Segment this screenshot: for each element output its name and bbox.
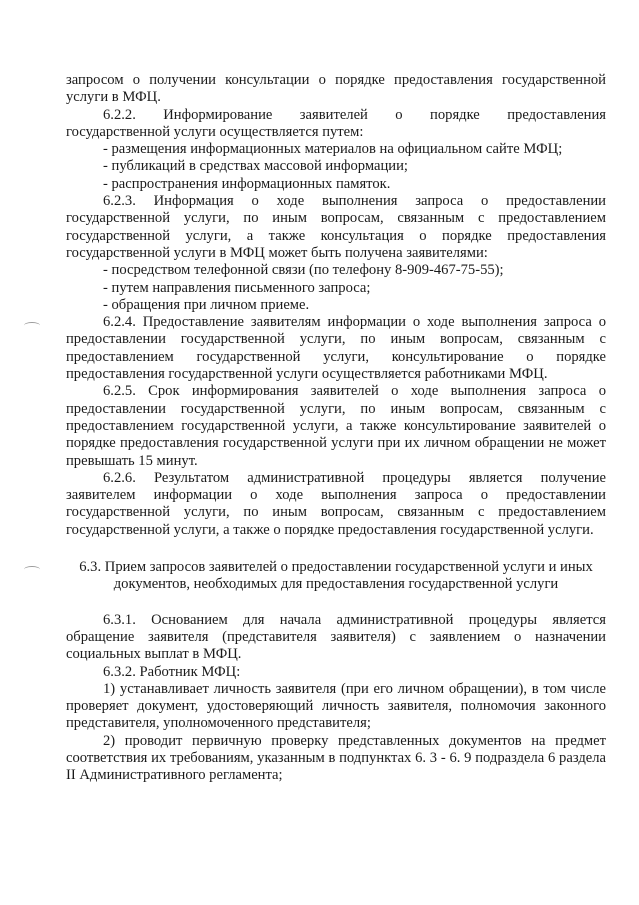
paragraph-6-2-2: 6.2.2. Информирование заявителей о порядке предоставления: [103, 106, 606, 123]
paragraph-6-2-5: 6.2.5. Срок информирования заявителей о ходе выполнения запроса о предоставлении государственной услуги, по иным вопросам, связанным с предоставлением государственной услуги, а также консультирование заявителей о порядке предоставления государственной услуги при их личном обращении не может превышать 15 минут.: [66, 383, 606, 469]
paragraph-6-3-1: 6.3.1. Основанием для начала административной процедуры является обращение заявителя (представителя заявителя) с заявлением о назначении социальных выплат в МФЦ.: [66, 611, 606, 663]
scan-mark: [24, 566, 40, 573]
section-heading-6-3: 6.3. Прием запросов заявителей о предоставлении государственной услуги и иных документов, необходимых для предоставления государственной услуги: [79, 559, 593, 593]
paragraph-6-2-4: 6.2.4. Предоставление заявителям информации о ходе выполнения запроса о предоставлении государственной услуги, по иным вопросам, связанным с предоставлением государственной услуги, консультирование о порядке предоставления государственной услуги осуществляется работниками МФЦ.: [66, 314, 606, 383]
paragraph-6-2-3: 6.2.3. Информация о ходе выполнения запроса о предоставлении государственной услуги, по иным вопросам, связанным с предоставлением государственной услуги, а также консультация о порядке предоставления государственной услуги в МФЦ может быть получена заявителями:: [66, 193, 606, 261]
list-item: - обращения при личном приеме.: [103, 296, 310, 313]
document-page: [66, 72, 606, 785]
paragraph-6-3-2: 6.3.2. Работник МФЦ:: [103, 663, 241, 680]
paragraph-continuation: запросом о получении консультации о порядке предоставления государственной услуги в МФЦ.: [66, 72, 606, 106]
scan-mark: [24, 322, 40, 329]
list-item: 2) проводит первичную проверку представленных документов на предмет соответствия их требованиям, указанным в подпунктах 6. 3 - 6. 9 подраздела 6 раздела II Административного регламента;: [66, 732, 606, 784]
paragraph-6-2-2-cont: государственной услуги осуществляется путем:: [66, 123, 364, 140]
list-item: - публикаций в средствах массовой информации;: [103, 158, 408, 175]
paragraph-6-2-6: 6.2.6. Результатом административной процедуры является получение заявителем информации о ходе выполнения запроса о предоставлении государственной услуги, по иным вопросам, связанным с предоставлением государственной услуги, а также о порядке предоставления государственной услуги.: [66, 469, 606, 538]
list-item: 1) устанавливает личность заявителя (при его личном обращении), в том числе проверяет документ, удостоверяющий личность заявителя, полномочия законного представителя, уполномоченного представителя;: [66, 680, 606, 732]
list-item: - размещения информационных материалов на официальном сайте МФЦ;: [103, 141, 563, 158]
list-item: - распространения информационных памяток.: [103, 175, 391, 192]
list-item: - путем направления письменного запроса;: [103, 279, 371, 296]
list-item: - посредством телефонной связи (по телефону 8-909-467-75-55);: [103, 262, 504, 279]
